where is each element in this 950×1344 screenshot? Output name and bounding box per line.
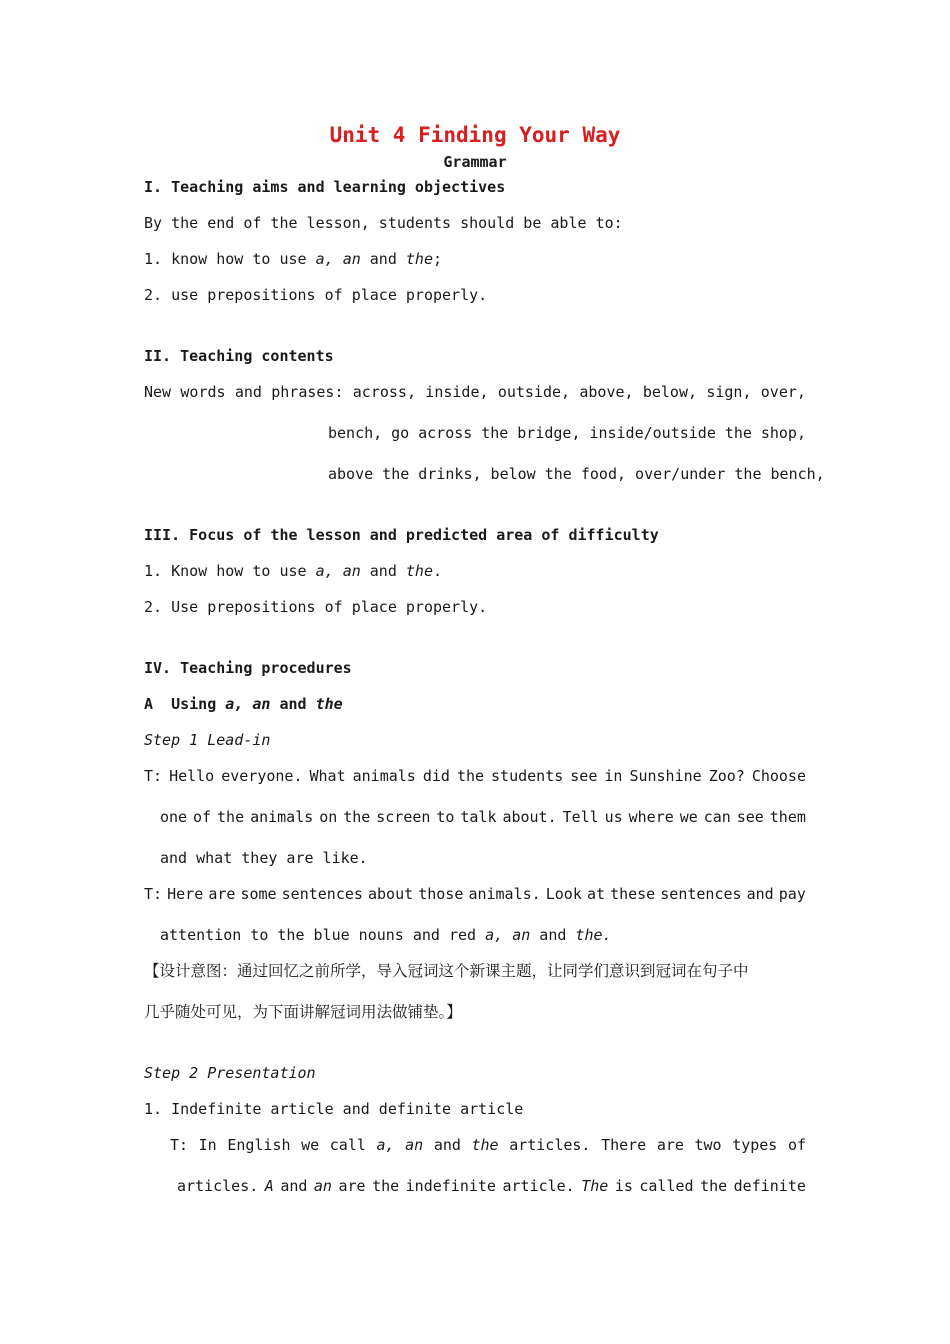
paragraph-3-line-2 — [177, 1176, 806, 1196]
word: What — [309, 767, 346, 785]
word: one — [160, 808, 188, 826]
section-1-intro: By the end of the lesson, students should be able to: — [144, 214, 623, 232]
word: are — [656, 1136, 684, 1154]
word: article. — [502, 1177, 575, 1195]
part-a-heading: A Using a, an and the — [144, 695, 343, 713]
word: the — [456, 767, 485, 785]
word: types — [732, 1136, 778, 1154]
word: articles. — [177, 1177, 259, 1195]
word: the — [700, 1177, 728, 1195]
word: bridge, — [517, 424, 581, 442]
word: students — [491, 767, 564, 785]
section-1-item-1: 1. know how to use a, an and the; — [144, 250, 443, 268]
word: words — [180, 383, 226, 401]
step-2-heading: Step 2 Presentation — [144, 1064, 316, 1082]
paragraph-1-line-1 — [144, 766, 806, 786]
word: can — [703, 808, 731, 826]
word: English — [227, 1136, 291, 1154]
word: sentences — [660, 885, 742, 903]
word: shop, — [760, 424, 806, 442]
word: two — [694, 1136, 722, 1154]
word: Zoo? — [708, 767, 745, 785]
paragraph-1-line-2 — [160, 807, 806, 827]
section-2-line-1 — [144, 382, 806, 402]
word: New — [144, 383, 172, 401]
word: and — [433, 1136, 461, 1154]
section-3-item-2: 2. Use prepositions of place properly. — [144, 598, 488, 616]
word: animals — [250, 808, 314, 826]
word: articles. — [509, 1136, 591, 1154]
word: sign, — [706, 383, 752, 401]
paragraph-3-line-1 — [170, 1135, 806, 1155]
word: did — [422, 767, 450, 785]
word: those — [418, 885, 464, 903]
word: Sunshine — [629, 767, 702, 785]
word: talk — [460, 808, 497, 826]
word: are — [208, 885, 236, 903]
word: inside, — [425, 383, 489, 401]
word: There — [601, 1136, 647, 1154]
section-3-item-1: 1. Know how to use a, an and the. — [144, 562, 443, 580]
word: the — [372, 1177, 400, 1195]
word: The — [581, 1177, 609, 1195]
word: Here — [167, 885, 204, 903]
word: over, — [760, 383, 806, 401]
word: the — [481, 424, 509, 442]
paragraph-2-line-1 — [144, 884, 806, 904]
section-2-line-3: above the drinks, below the food, over/under the bench, — [328, 465, 825, 483]
word: Tell — [562, 808, 599, 826]
word: indefinite — [405, 1177, 496, 1195]
word: them — [769, 808, 806, 826]
word: see — [570, 767, 598, 785]
word: across — [418, 424, 473, 442]
section-1-item-2: 2. use prepositions of place properly. — [144, 286, 488, 304]
word: sentences — [281, 885, 363, 903]
word: see — [736, 808, 764, 826]
word: inside/outside — [589, 424, 716, 442]
word: of — [787, 1136, 806, 1154]
word: call — [329, 1136, 366, 1154]
word: about. — [502, 808, 557, 826]
word: we — [301, 1136, 320, 1154]
section-3-heading: III. Focus of the lesson and predicted area of difficulty — [144, 526, 659, 544]
word: we — [679, 808, 698, 826]
word: Look — [545, 885, 582, 903]
word: on — [319, 808, 338, 826]
word: outside, — [497, 383, 571, 401]
document-title: Unit 4 Finding Your Way — [329, 123, 621, 147]
paragraph-2-line-2: attention to the blue nouns and red a, an and the. — [160, 926, 612, 944]
word: across, — [352, 383, 416, 401]
word: to — [436, 808, 455, 826]
design-note-line-1: 【设计意图：通过回忆之前所学，导入冠词这个新课主题，让同学们意识到冠词在句子中 — [144, 962, 749, 980]
word: below, — [642, 383, 698, 401]
word: the — [343, 808, 371, 826]
word: Choose — [751, 767, 806, 785]
word: bench, — [328, 424, 383, 442]
step-1-heading: Step 1 Lead-in — [144, 731, 271, 749]
paragraph-1-line-3: and what they are like. — [160, 849, 368, 867]
word: everyone. — [221, 767, 303, 785]
word: us — [604, 808, 623, 826]
word: and — [280, 1177, 308, 1195]
word: where — [628, 808, 674, 826]
word: In — [198, 1136, 217, 1154]
word: these — [610, 885, 656, 903]
word: a, — [376, 1136, 395, 1154]
word: an — [405, 1136, 424, 1154]
word: A — [264, 1177, 274, 1195]
word: about — [368, 885, 414, 903]
word: pay — [778, 885, 806, 903]
word: the — [724, 424, 752, 442]
section-2-line-2 — [328, 423, 806, 443]
word: animals. — [468, 885, 541, 903]
word: T: — [170, 1136, 189, 1154]
word: an — [313, 1177, 332, 1195]
word: called — [639, 1177, 694, 1195]
word: T: — [144, 885, 163, 903]
word: some — [240, 885, 277, 903]
word: animals — [352, 767, 416, 785]
word: at — [586, 885, 605, 903]
word: of — [193, 808, 212, 826]
presentation-item-1: 1. Indefinite article and definite article — [144, 1100, 524, 1118]
word: Hello — [169, 767, 215, 785]
word: is — [614, 1177, 633, 1195]
word: and — [234, 383, 262, 401]
word: above, — [579, 383, 634, 401]
section-2-heading: II. Teaching contents — [144, 347, 334, 365]
word: in — [604, 767, 623, 785]
word: the — [471, 1136, 499, 1154]
word: T: — [144, 767, 163, 785]
word: screen — [376, 808, 431, 826]
design-note-line-2: 几乎随处可见，为下面讲解冠词用法做铺垫。】 — [144, 1003, 462, 1021]
word: are — [338, 1177, 366, 1195]
word: go — [391, 424, 410, 442]
word: definite — [733, 1177, 806, 1195]
word: and — [746, 885, 774, 903]
word: the — [217, 808, 245, 826]
word: phrases: — [271, 383, 344, 401]
section-4-heading: IV. Teaching procedures — [144, 659, 352, 677]
section-1-heading: I. Teaching aims and learning objectives — [144, 178, 506, 196]
document-subtitle: Grammar — [443, 153, 507, 171]
